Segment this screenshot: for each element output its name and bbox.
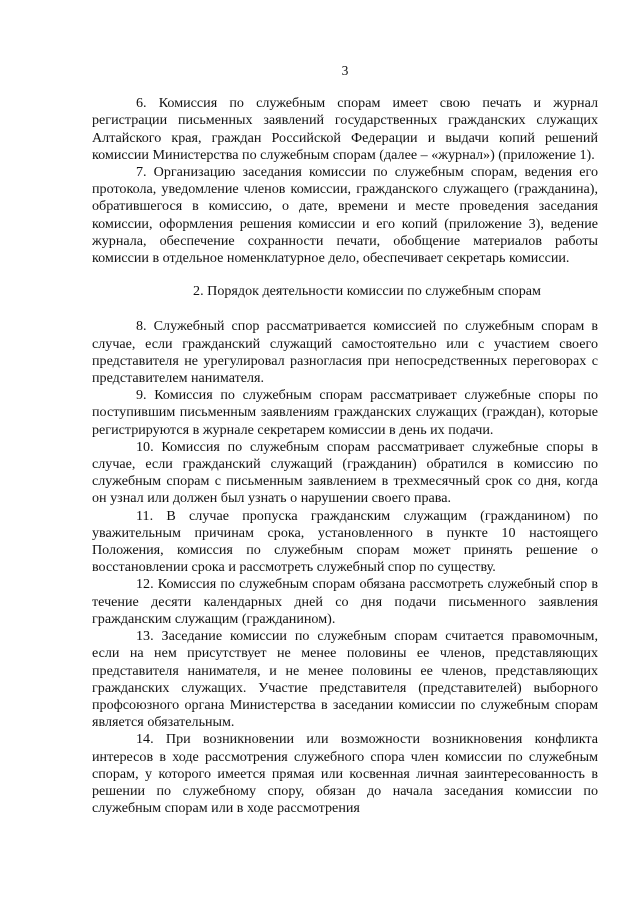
paragraph-9: 9. Комиссия по служебным спорам рассматривает служебные споры по поступившим письменным заявлениям гражданских служащих (граждан), которые регистрируются в журнале секретарем комиссии в день их подачи. <box>92 387 598 438</box>
paragraph-8: 8. Служебный спор рассматривается комиссией по служебным спорам в случае, если гражданский служащий самостоятельно или с участием своего представителя не урегулировал разногласия при непосредственных переговорах с представителем нанимателя. <box>92 318 598 387</box>
paragraph-6: 6. Комиссия по служебным спорам имеет свою печать и журнал регистрации письменных заявлений государственных гражданских служащих Алтайского края, граждан Российской Федерации и выдачи копий решений комиссии Министерства по служебным спорам (далее – «журнал») (приложение 1). <box>92 95 598 163</box>
paragraph-14: 14. При возникновении или возможности возникновения конфликта интересов в ходе рассмотрения служебного спора член комиссии по служебным спорам, у которого имеется прямая или косвенная личная заинтересованность в решении по служебному спору, обязан до начала заседания комиссии по служебным спорам или в ходе рассмотрения <box>92 731 598 817</box>
document-page <box>92 62 598 817</box>
paragraph-11: 11. В случае пропуска гражданским служащим (гражданином) по уважительным причинам срока, установленного в пункте 10 настоящего Положения, комиссия по служебным спорам может принять решение о восстановлении срока и рассмотреть служебный спор по существу. <box>92 507 598 576</box>
paragraph-12: 12. Комиссия по служебным спорам обязана рассмотреть служебный спор в течение десяти календарных дней со дня подачи письменного заявления гражданским служащим (гражданином). <box>92 576 598 627</box>
paragraph-7: 7. Организацию заседания комиссии по служебным спорам, ведения его протокола, уведомление членов комиссии, гражданского служащего (гражданина), обратившегося в комиссию, о дате, времени и месте проведения заседания комиссии, оформления решения комиссии и его копий (приложение 3), ведение журнала, обеспечение сохранности печати, обобщение материалов работы комиссии в отдельное номенклатурное дело, обеспечивает секретарь комиссии. <box>92 164 598 267</box>
paragraph-10: 10. Комиссия по служебным спорам рассматривает служебные споры в случае, если гражданский служащий (гражданин) обратился в комиссию по служебным спорам с письменным заявлением в трехмесячный срок со дня, когда он узнал или должен был узнать о нарушении своего права. <box>92 438 598 507</box>
page-number: 3 <box>341 63 349 78</box>
paragraph-13: 13. Заседание комиссии по служебным спорам считается правомочным, если на нем присутствует не менее половины ее членов, представляющих представителя нанимателя, и не менее половины ее членов, представляющих гражданских служащих. Участие представителя (представителей) выборного профсоюзного органа Министерства в заседании комиссии по служебным спорам является обязательным. <box>92 628 598 731</box>
section-heading: 2. Порядок деятельности комиссии по служебным спорам <box>193 283 541 300</box>
